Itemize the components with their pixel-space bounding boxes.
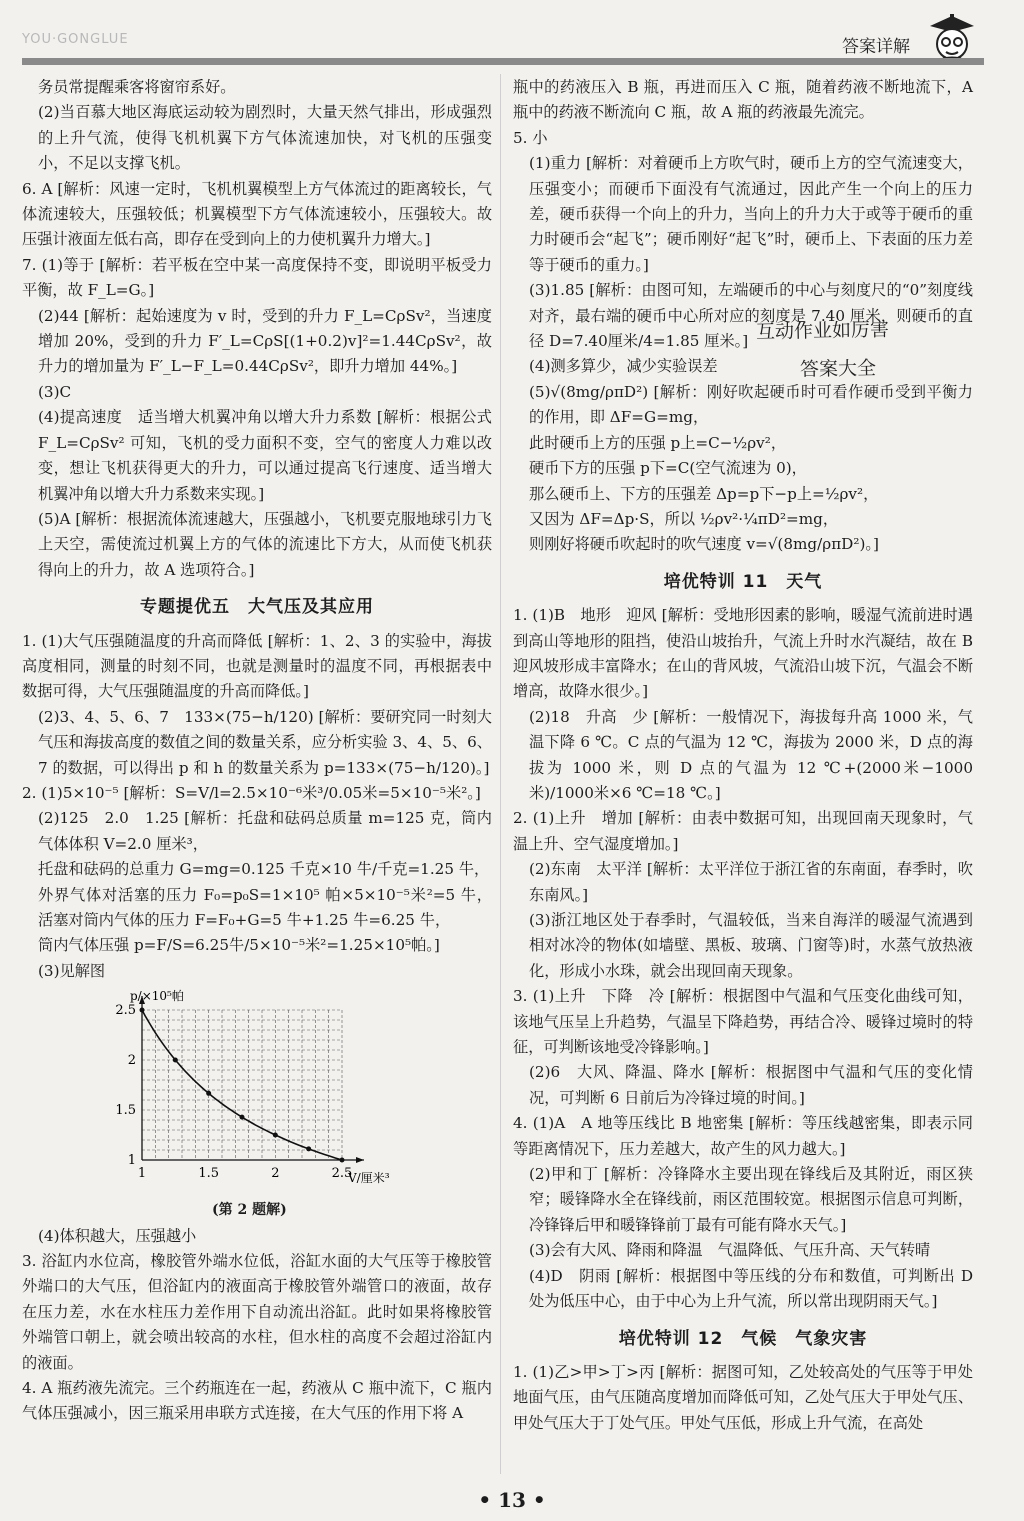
data-point	[240, 1115, 245, 1120]
header-rule	[22, 58, 984, 65]
answer-q5-8: 那么硬币上、下方的压强差 Δp=p下−p上=½ρv²，	[529, 484, 879, 503]
page-header	[0, 0, 1024, 70]
answer-s2-3: 托盘和砝码的总重力 G=mg=0.125 千克×10 牛/千克=1.25 牛，	[38, 860, 490, 879]
answer-q5-5: (5)√(8mg/ρπD²) [解析：刚好吹起硬币时可看作硬币受到平衡力的作用，即 ΔF=G=mg，	[529, 382, 973, 427]
x-tick-label: 1	[137, 1166, 147, 1182]
brand-logo-text: YOU·GONGLUE	[22, 32, 129, 47]
answer-s2-2: (2)125 2.0 1.25 [解析：托盘和砝码总质量 m=125 克，筒内气体体积 V=2.0 厘米³，	[38, 809, 492, 853]
header-title: 答案详解	[842, 37, 910, 57]
data-point	[173, 1058, 178, 1063]
answer-w4-4: (4)D 阴雨 [解析：根据图中等压线的分布和数值，可判断出 D 处为低压中心，由于中心为上升气流，所以常出现阴雨天气。]	[529, 1266, 973, 1311]
answer-q7-1: 7. (1)等于 [解析：若平板在空中某一高度保持不变，即说明平板受力平衡，故 F_L=G。]	[22, 255, 492, 300]
y-tick-label: 2.5	[115, 1003, 136, 1019]
answer-s2-1: 2. (1)5×10⁻⁵ [解析：S=V/l=2.5×10⁻⁶米³/0.05米=5×10⁻⁵米²。]	[22, 783, 481, 802]
section-title-12: 培优特训 12 气候 气象灾害	[618, 1328, 868, 1349]
answer-s1-1: 1. (1)大气压强随温度的升高而降低 [解析：1、2、3 的实验中，海拔高度相同，测量的时刻不同，也就是测量时的温度不同，再根据表中数据可得，大气压强随温度的升高而降低。]	[22, 631, 492, 701]
answer-w2-3: (3)浙江地区处于春季时，气温较低，当来自海洋的暖湿气流遇到相对冰冷的物体(如墙壁、黑板、玻璃、门窗等)时，水蒸气放热液化，形成小水珠，就会出现回南天现象。	[529, 911, 973, 980]
x-tick-label: 2	[271, 1166, 280, 1182]
page-number: • 13 •	[478, 1488, 546, 1512]
section-title-11: 培优特训 11 天气	[663, 571, 823, 592]
answer-text: 务员常提醒乘客将窗帘系好。	[38, 78, 236, 96]
answer-w1-1: 1. (1)B 地形 迎风 [解析：受地形因素的影响，暖湿气流前进时遇到高山等地形的阻挡，使沿山坡抬升，气流上升时水汽凝结，故在 B 迎风坡形成丰富降水；在山的背风坡，气流沿山坡下沉，气温会不断增高，故降水很少。]	[513, 606, 973, 701]
answer-q5-7: 硬币下方的压强 p下=C(空气流速为 0)，	[529, 459, 807, 478]
data-point	[273, 1133, 278, 1138]
chart-caption: (第 2 题解)	[212, 1202, 287, 1219]
answer-w1-2: (2)18 升高 少 [解析：一般情况下，海拔每升高 1000 米，气温下降 6 ℃。C 点的气温为 12 ℃，海拔为 2000 米，D 点的海拔为 1000 米，则 D 点的气温为 12 ℃+(2000米−1000米)/1000米×6 ℃=18 ℃。]	[529, 707, 973, 802]
pv-chart-svg	[82, 988, 422, 1198]
answer-q5-9: 又因为 ΔF=Δp·S，所以 ½ρv²·¼πD²=mg，	[529, 509, 839, 528]
data-point	[140, 1008, 145, 1013]
section-title: 专题提优五 大气压及其应用	[140, 597, 374, 618]
answer-q7-5: (5)A [解析：根据流体流速越大，压强越小，飞机要克服地球引力飞上天空，需使流过机翼上方的气体的流速比下方大，从而使飞机获得向上的升力，故 A 选项符合。]	[38, 509, 492, 579]
left-column	[22, 75, 492, 1427]
data-point	[340, 1158, 345, 1163]
x-tick-label: 2.5	[331, 1166, 353, 1182]
answer-w2-1: 2. (1)上升 增加 [解析：由表中数据可知，出现回南天现象时，气温上升、空气湿度增加。]	[513, 809, 973, 853]
x-axis-arrow	[356, 1157, 364, 1163]
answer-s2-6: (3)见解图	[38, 961, 106, 980]
x-axis-label: V/厘米³	[348, 1171, 390, 1186]
answer-w4-1: 4. (1)A A 地等压线比 B 地密集 [解析：等压线越密集，即表示同等距离情况下，压力差越大，故产生的风力越大。]	[513, 1114, 973, 1158]
answer-q5-3: (3)1.85 [解析：由图可知，左端硬币的中心与刻度尺的“0”刻度线对齐，最右端的硬币中心所对应的刻度是 7.40 厘米，则硬币的直径 D=7.40厘米/4=1.85 厘米。]	[529, 281, 973, 351]
y-axis-label: p/×10⁵帕	[130, 989, 184, 1004]
x-tick-label: 1.5	[198, 1166, 220, 1182]
answer-s4: 4. A 瓶药液先流完。三个药瓶连在一起，药液从 C 瓶中流下，C 瓶内气体压强减小，因三瓶采用串联方式连接，在大气压的作用下将 A	[22, 1379, 492, 1423]
y-tick-label: 1	[127, 1153, 136, 1169]
answer-q5-1: (1)重力 [解析：对着硬币上方吹气时，硬币上方的空气流速变大，压强变小；而硬币下面没有气流通过，因此产生一个向上的压力差，硬币获得一个向上的升力，当向上的升力大于或等于硬币的重力时硬币会“起飞”；硬币刚好“起飞”时，硬币上、下表面的压力差等于硬币的重力。]	[529, 154, 973, 274]
answer-w3-2: (2)6 大风、降温、降水 [解析：根据图中气温和气压的变化情况，可判断 6 日前后为冷锋过境的时间。]	[529, 1063, 973, 1107]
answer-q7-2: (2)44 [解析：起始速度为 v 时，受到的升力 F_L=CρSv²，当速度增加 20%，受到的升力 F′_L=CρS[(1+0.2)v]²=1.44CρSv²，故升力的增加量为 F′_L−F_L=0.44CρSv²，即升力增加 44%。]	[38, 306, 492, 376]
answer-s2-4: 外界气体对活塞的压力 F₀=p₀S=1×10⁵ 帕×5×10⁻⁵米²=5 牛，活塞对筒内气体的压力 F=F₀+G=5 牛+1.25 牛=6.25 牛，	[38, 885, 492, 929]
answer-text: 瓶中的药液压入 B 瓶，再进而压入 C 瓶，随着药液不断地流下，A 瓶中的药液不断流向 C 瓶，故 A 瓶的药液最先流完。	[513, 78, 973, 122]
answer-s2-7: (4)体积越大，压强越小	[38, 1226, 197, 1245]
answer-q5-10: 则刚好将硬币吹起时的吹气速度 v=√(8mg/ρπD²)。]	[529, 535, 879, 554]
answer-s2-5: 筒内气体压强 p=F/S=6.25牛/5×10⁻⁵米²=1.25×10⁵帕。]	[38, 936, 440, 955]
right-column	[513, 75, 973, 1436]
data-point	[206, 1091, 211, 1096]
handwriting-line-1: 互动作业如厉害	[755, 318, 890, 344]
answer-w3-1: 3. (1)上升 下降 冷 [解析：根据图中气温和气压变化曲线可知，该地气压呈上升趋势，气温呈下降趋势，再结合冷、暖锋过境时的特征，可判断该地受冷锋影响。]	[513, 987, 973, 1057]
answer-q7-3: (3)C	[38, 382, 72, 401]
answer-q7-4: (4)提高速度 适当增大机翼冲角以增大升力系数 [解析：根据公式 F_L=CρSv² 可知，飞机的受力面积不变，空气的密度人力难以改变，想让飞机获得更大的升力，可以通过提高飞行速度、适当增大机翼冲角以增大升力系数来实现。]	[38, 408, 492, 503]
answer-w4-3: (3)会有大风、降雨和降温 气温降低、气压升高、天气转晴	[529, 1241, 931, 1260]
data-point	[306, 1147, 311, 1152]
answer-s1-2: (2)3、4、5、6、7 133×(75−h/120) [解析：要研究同一时刻大气压和海拔高度的数值之间的数量关系，应分析实验 3、4、5、6、7 的数据，可以得出 p 和 h 的数量关系为 p=133×(75−h/120)。]	[38, 707, 492, 777]
answer-w2-2: (2)东南 太平洋 [解析：太平洋位于浙江省的东南面，春季时，吹东南风。]	[529, 860, 973, 904]
answer-q5-6: 此时硬币上方的压强 p上=C−½ρv²，	[529, 433, 787, 452]
handwriting-line-2: 答案大全	[799, 357, 877, 381]
y-tick-label: 2	[127, 1053, 136, 1069]
y-tick-label: 1.5	[115, 1103, 136, 1119]
answer-text: (2)当百慕大地区海底运动较为剧烈时，大量天然气排出，形成强烈的上升气流，使得飞机机翼下方气体流速加快，对飞机的压强变小，不足以支撑飞机。	[38, 103, 492, 173]
pv-chart	[82, 988, 422, 1198]
answer-s3: 3. 浴缸内水位高，橡胶管外端水位低，浴缸水面的大气压等于橡胶管外端口的大气压，但浴缸内的液面高于橡胶管外端管口的液面，故存在压力差，水在水柱压力差作用下自动流出浴缸。此时如果将橡胶管外端管口朝上，就会喷出较高的水柱，但水柱的高度不会超过浴缸内的液面。	[22, 1252, 492, 1372]
answer-q6: 6. A [解析：风速一定时，飞机机翼模型上方气体流过的距离较长，气体流速较大，压强较低；机翼模型下方气体流速较小，压强较大。故压强计液面左低右高，即存在受到向上的力使机翼升力增大。]	[22, 179, 492, 249]
answer-w4-2: (2)甲和丁 [解析：冷锋降水主要出现在锋线后及其附近，雨区狭窄；暖锋降水全在锋线前，雨区范围较宽。根据图示信息可判断，冷锋锋后甲和暖锋锋前丁最有可能有降水天气。]	[529, 1165, 973, 1234]
answer-q5-4: (4)测多算少，减少实验误差	[529, 357, 718, 376]
answer-c1: 1. (1)乙>甲>丁>丙 [解析：据图可知，乙处较高处的气压等于甲处地面气压，由气压随高度增加而降低可知，乙处气压大于甲处气压、甲处气压大于丁处气压。甲处气压低，形成上升气流，在高处	[513, 1362, 973, 1432]
column-divider	[500, 74, 501, 1474]
answer-q5: 5. 小	[513, 128, 548, 147]
series-line-p-v	[142, 1010, 342, 1160]
